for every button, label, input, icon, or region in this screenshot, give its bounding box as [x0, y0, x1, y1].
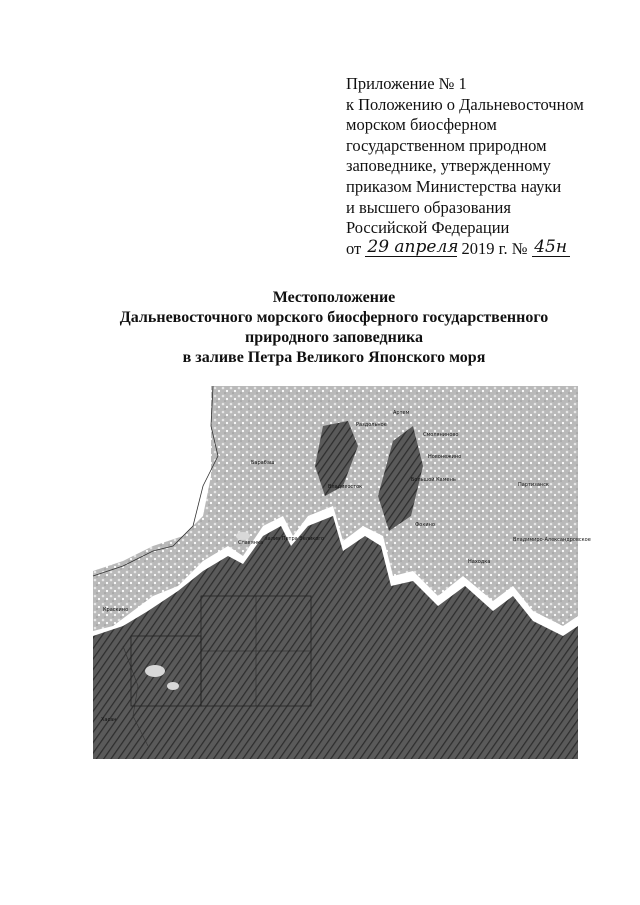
title-line: в заливе Петра Великого Японского моря: [182, 349, 486, 366]
appendix-line: к Положению о Дальневосточном: [346, 94, 584, 114]
location-map: [93, 386, 591, 759]
map-label: залив Петра Великого: [265, 536, 324, 542]
island: [236, 532, 250, 540]
map-label: Славянка: [238, 540, 264, 546]
map-label: Находка: [468, 559, 491, 565]
document-title: [70, 288, 598, 368]
map-label: Партизанск: [518, 482, 549, 488]
appendix-line: заповеднике, утвержденному: [346, 156, 551, 176]
appendix-line: морском биосферном: [346, 115, 497, 135]
order-date-line: [346, 236, 606, 260]
map-label: Краскино: [103, 607, 129, 613]
title-line: Дальневосточного морского биосферного государственного: [119, 309, 549, 326]
date-year-text: 2019 г. №: [461, 238, 528, 258]
appendix-line: и высшего образования: [346, 197, 511, 217]
island: [167, 682, 179, 690]
map-label: Барабаш: [251, 460, 275, 466]
appendix-line: Российской Федерации: [346, 218, 510, 238]
map-label: Большой Камень: [411, 477, 456, 483]
handwritten-day: 29 апреля: [367, 236, 459, 257]
appendix-line: Приложение № 1: [346, 74, 467, 93]
title-line: природного заповедника: [244, 329, 424, 346]
appendix-line: приказом Министерства науки: [346, 176, 562, 196]
map-label: Артем: [393, 410, 410, 416]
appendix-block: [346, 74, 606, 259]
map-label: Хасан: [101, 717, 117, 723]
map-label: Раздольное: [356, 422, 387, 428]
map-label: Владивосток: [328, 484, 363, 490]
map-label: Фокино: [415, 522, 435, 528]
map-svg: [93, 386, 591, 759]
handwritten-order-number: 45н: [532, 239, 570, 257]
title-line: Местоположение: [272, 289, 396, 306]
map-label: Новонежино: [428, 454, 462, 460]
island: [145, 665, 165, 677]
appendix-line: государственном природном: [346, 135, 547, 155]
date-prefix: от: [346, 238, 362, 258]
map-label: Смоляниново: [423, 432, 459, 438]
map-label: Владимиро-Александровское: [513, 537, 591, 543]
